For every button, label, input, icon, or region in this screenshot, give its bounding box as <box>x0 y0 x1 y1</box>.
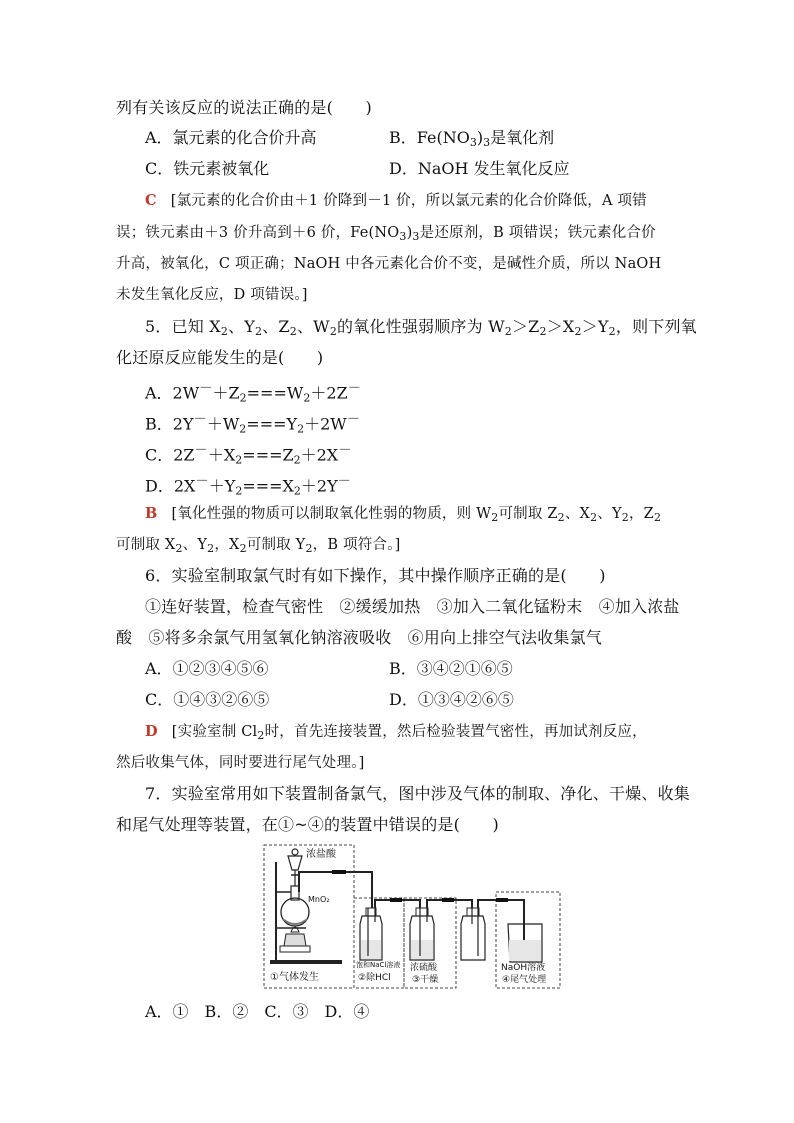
q4-explanation-line-4: 未发生氧化反应，D 项错误。] <box>116 287 308 303</box>
q5-option-c: C．$2Z^-+X_2===Z_2+2X^-$ <box>145 443 352 467</box>
q6-option-c: C．①④③②⑥⑤ <box>145 690 270 709</box>
nacl-solution <box>361 940 381 959</box>
rubber-connector-2 <box>390 898 402 902</box>
q4-explanation-line-1: C [氯元素的化合价由＋1 价降到－1 价，所以氯元素的化合价降低，A 项错 <box>145 192 647 209</box>
alcohol-lamp <box>284 934 306 946</box>
q7-options: A．① B．② C．③ D．④ <box>145 1002 370 1021</box>
rubber-connector-4 <box>496 898 508 902</box>
q4-answer: C <box>145 192 157 209</box>
q5-option-a: A．$2W^-+Z_2===W_2+2Z^-$ <box>145 381 361 405</box>
funnel-stopper <box>292 849 298 855</box>
h2so4-liquid <box>411 940 433 959</box>
q6-steps-line-1: ①连好装置，检查气密性 ②缓缓加热 ③加入二氧化锰粉末 ④加入浓盐 <box>145 597 680 616</box>
q6-option-d: D．①③④②⑥⑤ <box>389 690 514 709</box>
round-bottom-flask <box>281 898 309 926</box>
q4-option-d: D．NaOH 发生氧化反应 <box>389 159 570 178</box>
q6-explanation-line-2: 然后收集气体，同时要进行尾气处理。] <box>116 755 365 771</box>
q5-stem-line-2: 化还原反应能发生的是( ) <box>116 348 324 367</box>
q6-answer: D <box>145 723 158 740</box>
label-mno2: MnO₂ <box>308 895 330 904</box>
label-gas-generation: ①气体发生 <box>270 972 319 983</box>
q5-option-d: D．$2X^-+Y_2===X_2+2Y^-$ <box>145 474 351 498</box>
q4-option-b: B．$Fe(NO_3)_3$是氧化剂 <box>389 128 555 149</box>
lamp-stand <box>280 946 310 952</box>
rubber-connector-3 <box>442 898 454 902</box>
q5-option-b: B．$2Y^-+W_2===Y_2+2W^-$ <box>145 412 361 436</box>
separatory-funnel <box>288 856 302 870</box>
q5-stem-line-1: 5．已知 $X_2$、$Y_2$、$Z_2$、$W_2$的氧化性强弱顺序为 $W_2>Z_2>X_2>Y_2$，则下列氧 <box>145 317 697 338</box>
q4-stem-tail: 列有关该反应的说法正确的是( ) <box>116 98 372 117</box>
label-conc-hcl: 浓盐酸 <box>306 849 336 860</box>
tube-1 <box>299 872 372 912</box>
label-drying: ③干燥 <box>412 975 439 985</box>
naoh-solution <box>509 940 541 961</box>
rubber-connector-1 <box>332 870 346 874</box>
collection-bottle <box>461 916 485 960</box>
q6-option-b: B．③④②①⑥⑤ <box>389 659 513 678</box>
q6-stem: 6．实验室制取氯气时有如下操作，其中操作顺序正确的是( ) <box>145 566 606 585</box>
q4-option-a: A．氯元素的化合价升高 <box>145 128 317 147</box>
stopper-3 <box>416 908 428 916</box>
stopper-collect <box>467 908 479 916</box>
label-remove-hcl: ②除HCl <box>358 973 391 983</box>
q5-explanation-line-1: B [氧化性强的物质可以制取氧化性弱的物质，则 $W_2$可制取 $Z_2$、$X_2$、$Y_2$，$Z_2$ <box>145 505 662 524</box>
section-1-box <box>264 845 354 988</box>
stand-base <box>270 960 342 964</box>
apparatus-figure <box>262 842 562 990</box>
q5-answer: B <box>145 505 158 522</box>
q4-option-c: C．铁元素被氧化 <box>145 159 270 178</box>
q6-explanation-line-1: D [实验室制 $Cl_2$时，首先连接装置，然后检验装置气密性，再加试剂反应， <box>145 723 647 742</box>
q6-steps-line-2: 酸 ⑤将多余氯气用氢氧化钠溶液吸收 ⑥用向上排空气法收集氯气 <box>116 628 603 647</box>
label-conc-h2so4: 浓硫酸 <box>410 963 438 973</box>
label-saturated-nacl: 饱和NaCl溶液 <box>356 961 401 969</box>
apparatus-diagram <box>262 842 562 990</box>
q4-explanation-line-3: 升高，被氧化，C 项正确；NaOH 中各元素化合价不变，是碱性介质，所以 NaOH <box>116 256 662 272</box>
q4-explanation-line-2: 误；铁元素由＋3 价升高到＋6 价，$Fe(NO_3)_3$是还原剂，B 项错误；铁元素化合价 <box>116 225 656 243</box>
q6-option-a: A．①②③④⑤⑥ <box>145 659 269 678</box>
label-tail-gas: ④尾气处理 <box>502 975 547 985</box>
label-naoh: NaOH溶液 <box>501 963 546 973</box>
q7-stem-line-1: 7．实验室常用如下装置制备氯气，图中涉及气体的制取、净化、干燥、收集 <box>145 784 690 803</box>
q7-stem-line-2: 和尾气处理等装置，在①~④的装置中错误的是( ) <box>116 815 499 834</box>
q5-explanation-line-2: 可制取 $X_2$、$Y_2$，$X_2$可制取 $Y_2$，B 项符合。] <box>116 537 401 555</box>
